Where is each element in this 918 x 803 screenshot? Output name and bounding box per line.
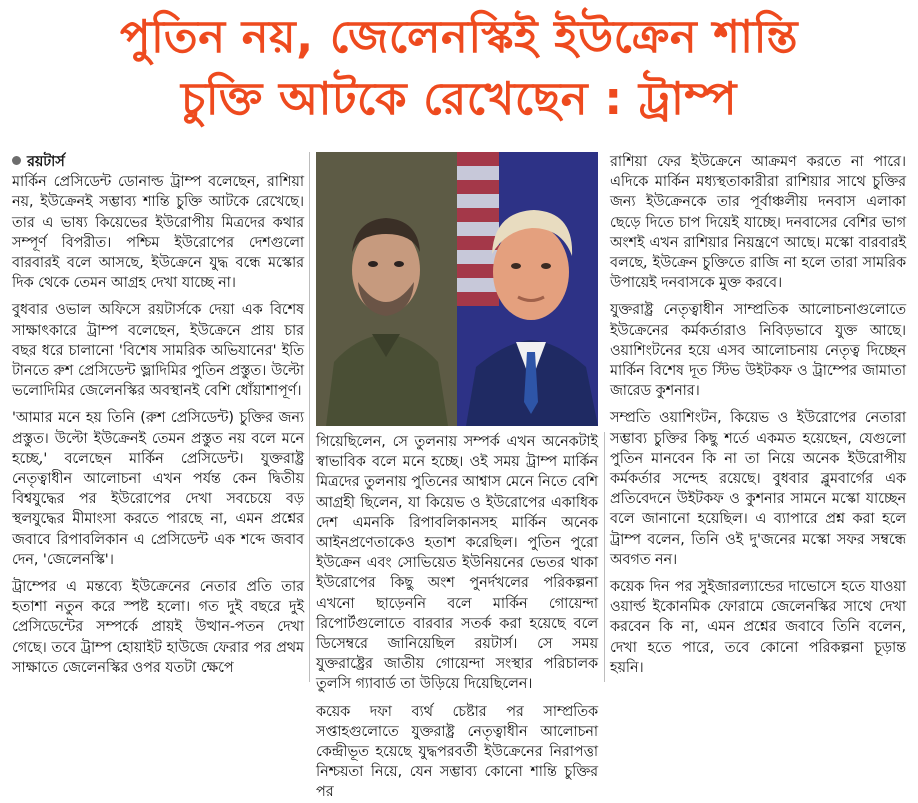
article-photo (316, 152, 598, 426)
paragraph: যুক্তরাষ্ট্র নেতৃত্বাধীন সাম্প্রতিক আলোচনাগুলোতে ইউক্রেনের কর্মকর্তারাও নিবিড়ভাবে যুক্ত আছে। ওয়াশিংটনের হয়ে এসব আলোচনায় নেতৃত্ব দিচ্ছেন মার্কিন বিশেষ দূত স্টিভ উইটকফ ও ট্রাম্পের জামাতা জারেড কুশনার। (610, 302, 906, 400)
column-divider (309, 152, 310, 682)
byline (12, 152, 304, 172)
paragraph: সম্প্রতি ওয়াশিংটন, কিয়েভ ও ইউরোপের নেতারা সম্ভাব্য চুক্তির কিছু শর্তে একমত হয়েছেন, যেগুলো পুতিন মানবেন কি না তা নিয়ে অনেক ইউরোপীয় কর্মকর্তার সন্দেহ রয়েছে। বুধবার ব্লুমবার্গের এক প্রতিবেদনে উইটকফ ও কুশনার সামনে মস্কো যাচ্ছেন বলে জানানো হয়েছিল। এ ব্যাপারে প্রশ্ন করা হলে ট্রাম্প বলেন, তিনি ওই দু'জনের মস্কো সফর সম্বন্ধে অবগত নন। (610, 410, 906, 568)
paragraph: বুধবার ওভাল অফিসে রয়টার্সকে দেয়া এক বিশেষ সাক্ষাৎকারে ট্রাম্প বলেছেন, ইউক্রেনে প্রায় চার বছর ধরে চালানো 'বিশেষ সামরিক অভিযানের' ইতি টানতে রুশ প্রেসিডেন্ট ভ্লাদিমির পুতিন প্রস্তুত। উল্টো ভলোদিমির জেলেনস্কির অবস্থানই বেশি ধোঁয়াশাপূর্ণ। (12, 302, 304, 400)
paragraph: মার্কিন প্রেসিডেন্ট ডোনাল্ড ট্রাম্প বলেছেন, রাশিয়া নয়, ইউক্রেনই সম্ভাব্য শান্তি চুক্তি আটকে রেখেছে। তার এ ভাষ্য কিয়েভের ইউরোপীয় মিত্রদের কথার সম্পূর্ণ বিপরীত। পশ্চিম ইউরোপের দেশগুলো বারবারই বলে আসছে, ইউক্রেনে যুদ্ধ বন্ধে মস্কোর দিক থেকে তেমন আগ্রহ দেখা যাচ্ছে না। (12, 174, 304, 292)
article-column-3 (610, 152, 906, 682)
paragraph: 'আমার মনে হয় তিনি (রুশ প্রেসিডেন্ট) চুক্তির জন্য প্রস্তুত। উল্টো ইউক্রেনই তেমন প্রস্তুত নয় বলে মনে হচ্ছে,' বলেছেন মার্কিন প্রেসিডেন্ট। যুক্তরাষ্ট্র নেতৃত্বাধীন আলোচনা এখন পর্যন্ত কেন দ্বিতীয় বিশ্বযুদ্ধের পর ইউরোপের দেখা সবচেয়ে বড় স্থলযুদ্ধের মীমাংসা করতে পারছে না, এমন প্রশ্নের জবাবে রিপাবলিকান এ প্রেসিডেন্ট এক শব্দে জবাব দেন, 'জেলেনস্কি'। (12, 410, 304, 568)
photo-illustration (316, 152, 598, 426)
flag-stripes (457, 152, 499, 306)
paragraph: কয়েক দফা ব্যর্থ চেষ্টার পর সাম্প্রতিক সপ্তাহগুলোতে যুক্তরাষ্ট্র নেতৃত্বাধীন আলোচনা কেন্দ্রীভূত হয়েছে যুদ্ধপরবর্তী ইউক্রেনের নিরাপত্তা নিশ্চয়তা নিয়ে, যেন সম্ভাব্য কোনো শান্তি চুক্তির পর (316, 703, 598, 801)
paragraph: রাশিয়া ফের ইউক্রেনে আক্রমণ করতে না পারে। এদিকে মার্কিন মধ্যস্থতাকারীরা রাশিয়ার সাথে চুক্তির জন্য ইউক্রেনকে তার পূর্বাঞ্চলীয় দনবাস এলাকা ছেড়ে দিতে চাপ দিয়েই যাচ্ছে। দনবাসের বেশির ভাগ অংশই এখন রাশিয়ার নিয়ন্ত্রণে আছে। মস্কো বারবারই বলছে, ইউক্রেন চুক্তিতে রাজি না হলে তারা সামরিক উপায়েই দনবাসকে মুক্ত করবে। (610, 154, 906, 292)
bullet-icon (12, 156, 21, 165)
paragraph: গিয়েছিলেন, সে তুলনায় সম্পর্ক এখন অনেকটাই স্বাভাবিক বলে মনে হচ্ছে। ওই সময় ট্রাম্প মার্কিন মিত্রদের তুলনায় পুতিনের আশ্বাস মেনে নিতে বেশি আগ্রহী ছিলেন, যা কিয়েভ ও ইউরোপের একাধিক দেশ এমনকি রিপাবলিকানসহ মার্কিন অনেক আইনপ্রণেতাকেও হতাশ করেছিল। পুতিন পুরো ইউক্রেন এবং সোভিয়েত ইউনিয়নের ভেতর থাকা ইউরোপের কিছু অংশ পুনর্দখলের পরিকল্পনা এখনো ছাড়েননি বলে মার্কিন গোয়েন্দা রিপোর্টগুলোতে বারবার সতর্ক করা হয়েছে বলে ডিসেম্বরে জানিয়েছিল রয়টার্স। সে সময় যুক্তরাষ্ট্রের জাতীয় গোয়েন্দা সংস্থার পরিচালক তুলসি গ্যাবার্ড তা উড়িয়ে দিয়েছিলেন। (316, 434, 598, 693)
headline-line-2: চুক্তি আটকে রেখেছেন : ট্রাম্প (180, 72, 738, 125)
column-divider (604, 432, 605, 682)
article-column-1 (12, 152, 304, 682)
byline-text: রয়টার্স (27, 154, 65, 170)
headline-line-1: পুতিন নয়, জেলেনস্কিই ইউক্রেন শান্তি (120, 10, 798, 63)
paragraph: কয়েক দিন পর সুইজারল্যান্ডের দাভোসে হতে যাওয়া ওয়ার্ল্ড ইকোনমিক ফোরামে জেলেনস্কির সাথে দেখা করবেন কি না, এমন প্রশ্নের জবাবে তিনি বলেন, দেখা হতে পারে, তবে কোনো পরিকল্পনা চূড়ান্ত হয়নি। (610, 579, 906, 676)
paragraph: ট্রাম্পের এ মন্তব্যে ইউক্রেনের নেতার প্রতি তার হতাশা নতুন করে স্পষ্ট হলো। গত দুই বছরে দুই প্রেসিডেন্টের সম্পর্কে প্রায়ই উত্থান-পতন দেখা গেছে। তবে ট্রাম্প হোয়াইট হাউজে ফেরার পর প্রথম সাক্ষাতে জেলেনস্কির ওপর যতটা ক্ষেপে (12, 579, 304, 676)
article-column-2 (316, 432, 598, 801)
headline (0, 0, 918, 146)
